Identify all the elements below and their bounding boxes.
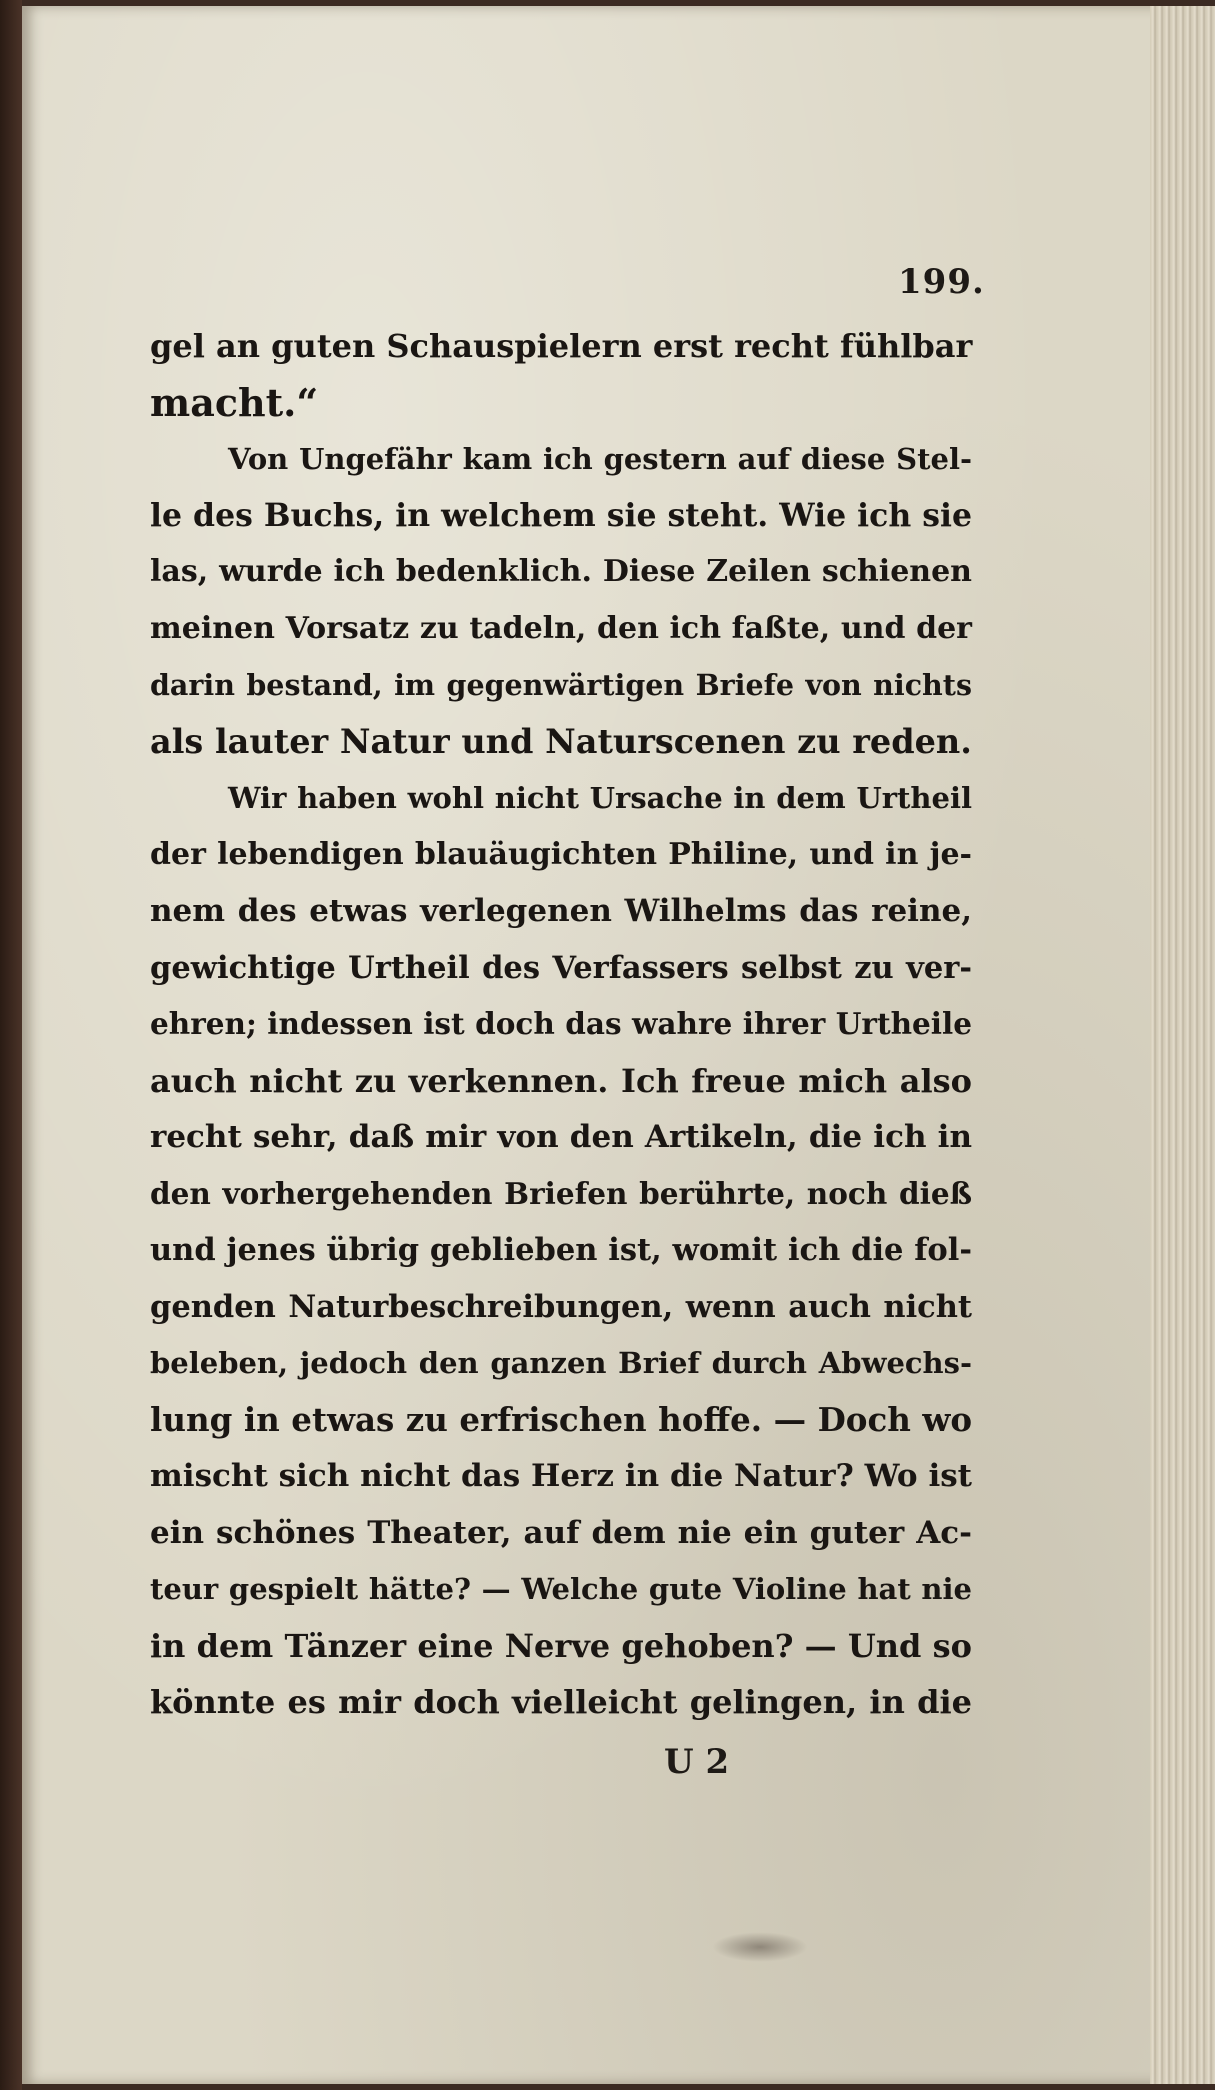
text-line: in dem Tänzer eine Nerve gehoben? — Und so xyxy=(150,1626,972,1665)
text-line: gewichtige Urtheil des Verfassers selbst zu ver- xyxy=(150,949,972,986)
text-line: und jenes übrig geblieben ist, womit ich die fol- xyxy=(150,1232,972,1268)
text-line: auch nicht zu verkennen. Ich freue mich also xyxy=(150,1061,972,1100)
text-line: le des Buchs, in welchem sie steht. Wie ich sie xyxy=(150,496,972,534)
text-line: meinen Vorsatz zu tadeln, den ich faßte, und der xyxy=(150,610,972,646)
text-line: gel an guten Schauspielern erst recht fühlbar xyxy=(150,327,973,365)
text-line: den vorhergehenden Briefen berührte, noch dieß xyxy=(150,1175,972,1211)
text-line: nem des etwas verlegenen Wilhelms das reine, xyxy=(150,893,972,929)
text-line: ein schönes Theater, auf dem nie ein guter Ac- xyxy=(150,1514,972,1551)
signature-mark: U 2 xyxy=(664,1742,730,1782)
text-line: der lebendigen blauäugichten Philine, und in je- xyxy=(150,836,972,872)
text-line: lung in etwas zu erfrischen hoffe. — Doch wo xyxy=(150,1399,972,1439)
text-line: darin bestand, im gegenwärtigen Briefe von nichts xyxy=(150,668,972,702)
text-line: recht sehr, daß mir von den Artikeln, die ich in xyxy=(150,1119,972,1155)
text-line: las, wurde ich bedenklich. Diese Zeilen schienen xyxy=(150,554,972,589)
text-line: macht.“ xyxy=(150,379,319,425)
body-text xyxy=(150,318,972,1731)
text-line: als lauter Natur und Naturscenen zu reden. xyxy=(150,721,972,761)
text-line: Von Ungefähr kam ich gestern auf diese Stel- xyxy=(228,442,972,476)
book-spine-shadow xyxy=(0,0,22,2090)
text-line: ehren; indessen ist doch das wahre ihrer Urtheile xyxy=(150,1006,972,1041)
text-line: könnte es mir doch vielleicht gelingen, in die xyxy=(150,1683,972,1721)
text-line: genden Naturbeschreibungen, wenn auch nicht xyxy=(150,1288,972,1325)
page-number: 199. xyxy=(898,262,985,302)
text-line: Wir haben wohl nicht Ursache in dem Urtheil xyxy=(228,781,972,815)
text-line: beleben, jedoch den ganzen Brief durch Abwechs- xyxy=(150,1346,972,1380)
page-edges xyxy=(1150,6,1215,2084)
text-line: teur gespielt hätte? — Welche gute Violine hat nie xyxy=(150,1572,972,1606)
text-line: mischt sich nicht das Herz in die Natur? Wo ist xyxy=(150,1458,972,1494)
ink-stain xyxy=(712,1932,808,1962)
